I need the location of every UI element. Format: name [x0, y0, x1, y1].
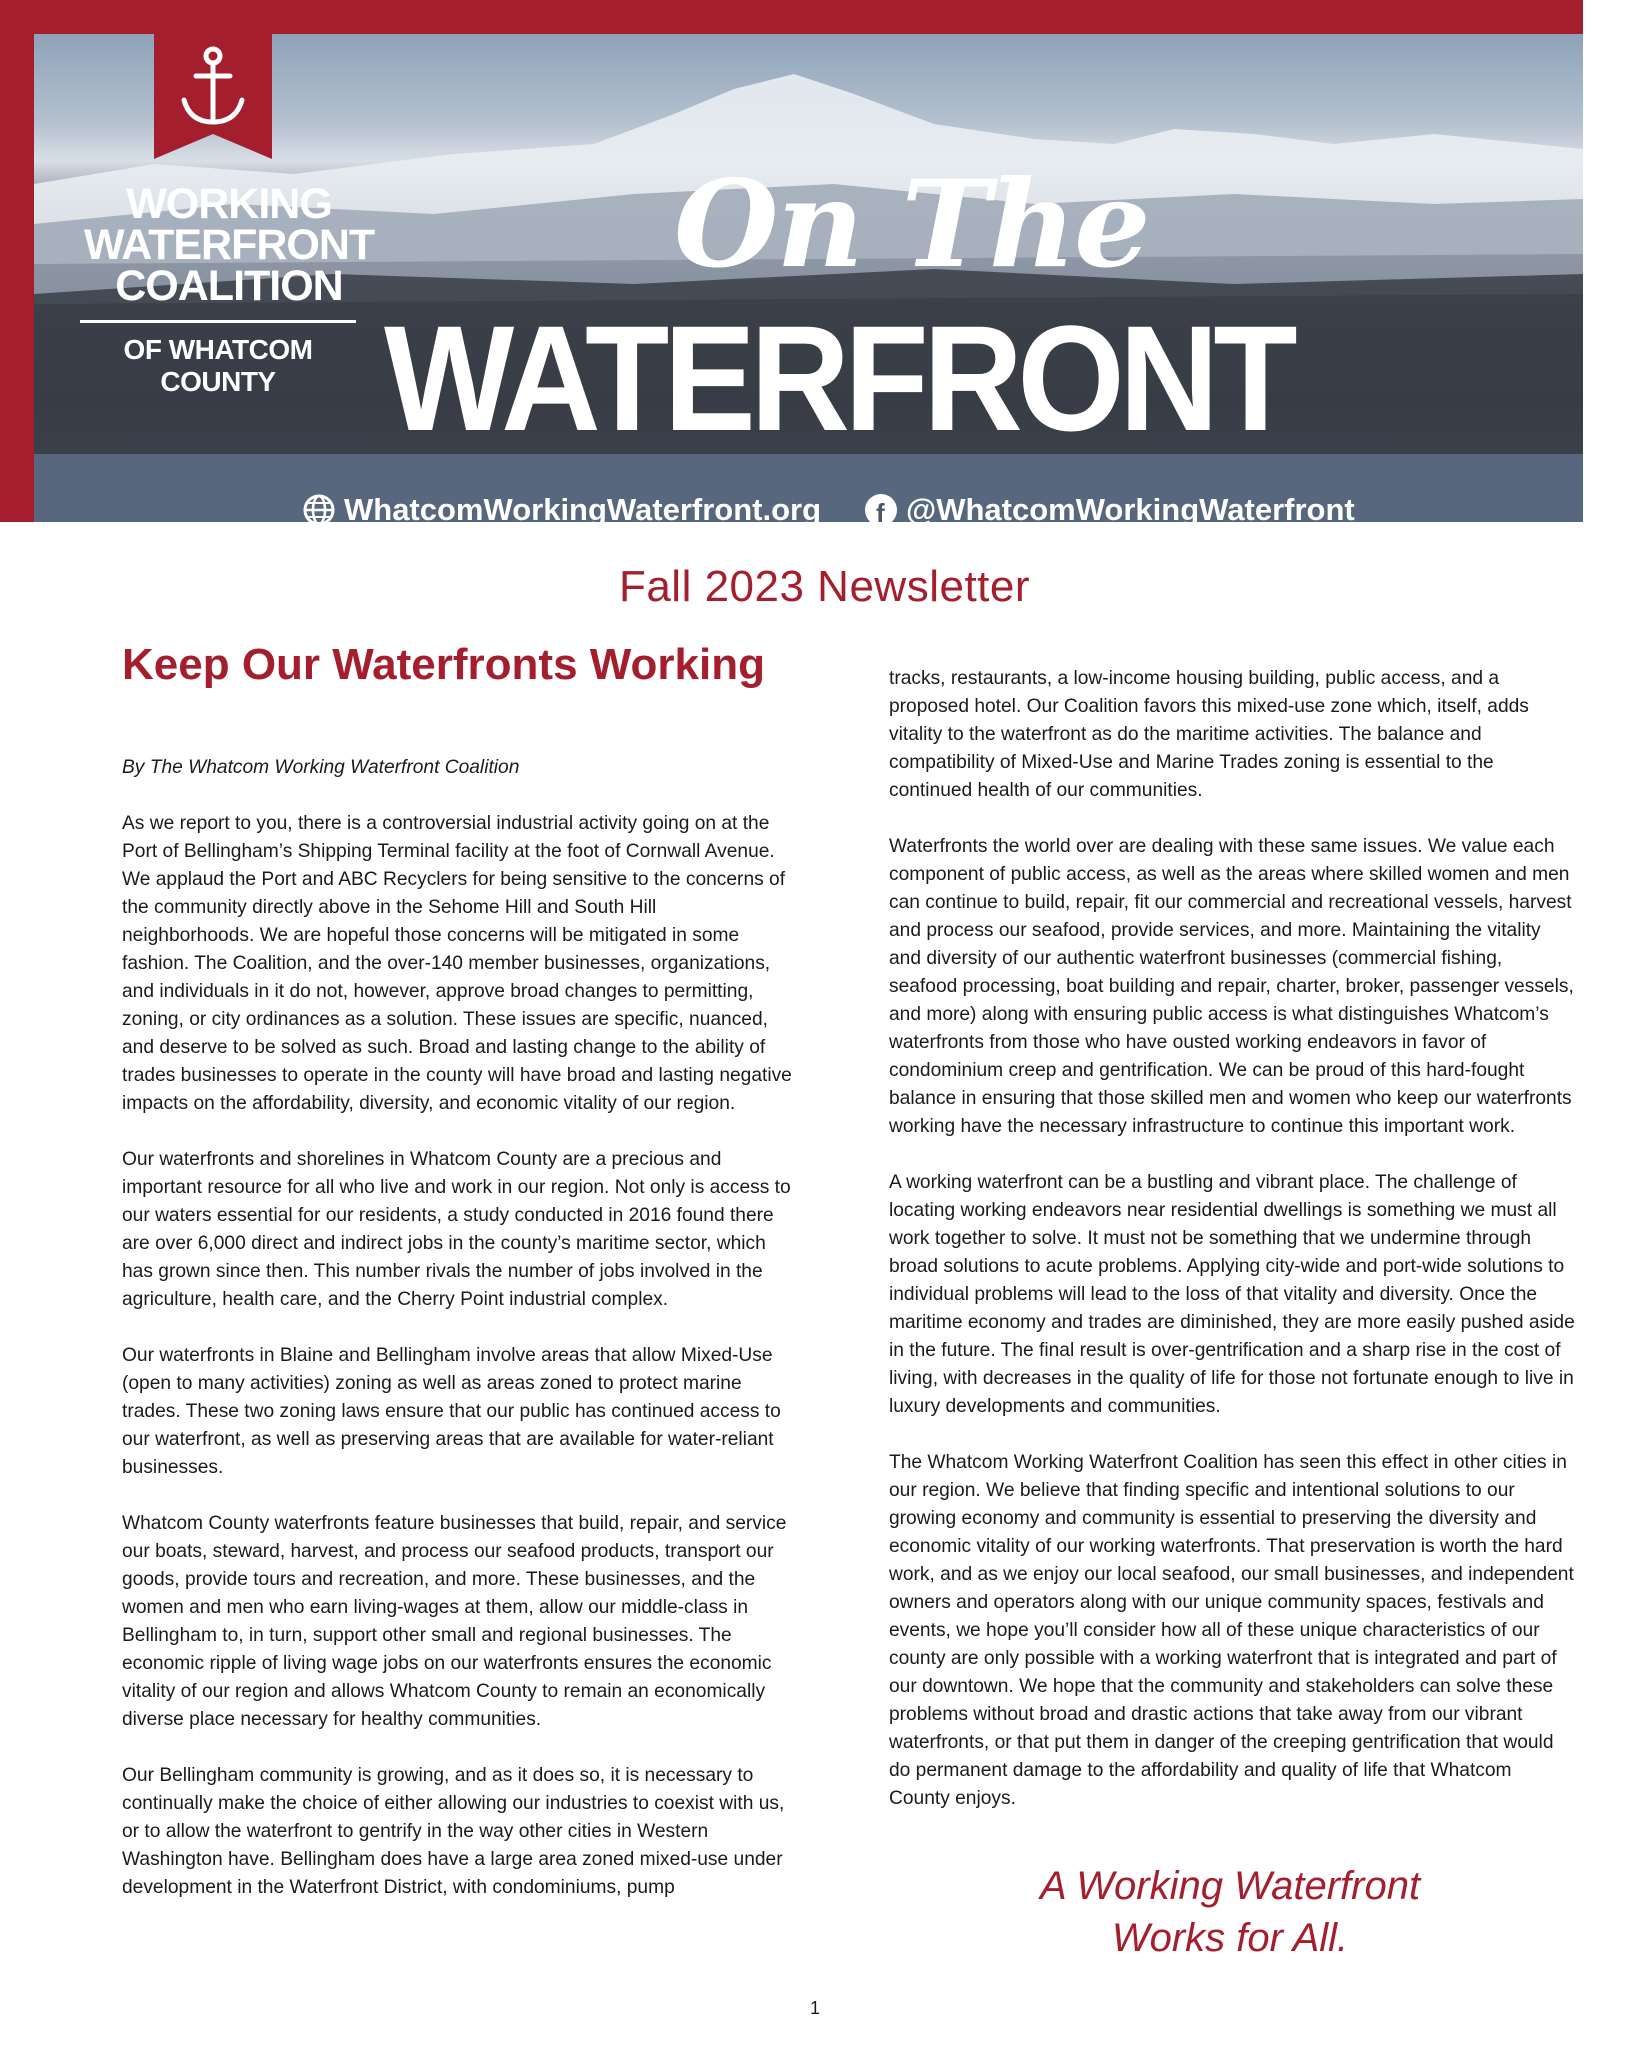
paragraph-4: Whatcom County waterfronts feature businesses that build, repair, and service our boats, steward, harvest, and process our seafood products, transport our goods, provide tours and recreation, and more. These businesses, and the women and men who earn living-wages at them, allow our middle-class in Bellingham to, in turn, support other small and regional businesses. The economic ripple of living wage jobs on our waterfronts ensures the economic vitality of our region and allows Whatcom County to remain an economically diverse place necessary for healthy communities.: [122, 1513, 787, 1730]
paragraph-7: Waterfronts the world over are dealing with these same issues. We value each component of public access, as well as the areas where skilled women and men can continue to build, repair, fit our commercial and recreational vessels, harvest and process our seafood, provide services, and more. Maintaining the vitality and diversity of our authentic waterfront businesses (commercial fishing, seafood processing, boat building and repair, charter, broker, passenger vessels, and more) along with ensuring public access is what distinguishes Whatcom’s waterfronts from those who have ousted working endeavors in favor of condominium creep and gentrification. We can be proud of this hard-fought balance in ensuring that those skilled men and women who keep our waterfronts working have the necessary infrastructure to continue this important work.: [889, 836, 1574, 1137]
facebook-text: @WhatcomWorkingWaterfront: [906, 492, 1355, 527]
org-line-3: COALITION: [115, 261, 343, 310]
svg-text:f: f: [876, 498, 885, 528]
article-byline: By The Whatcom Working Waterfront Coalition: [122, 757, 520, 778]
logo-flag: [154, 34, 272, 159]
facebook-link[interactable]: [864, 492, 1355, 528]
globe-icon: [302, 493, 336, 527]
logo-divider: [80, 320, 356, 323]
org-subtitle: OF WHATCOM COUNTY: [123, 334, 313, 397]
page-number: 1: [810, 1998, 821, 2018]
paragraph-2: Our waterfronts and shorelines in Whatcom County are a precious and important resource for all who live and work in our region. Not only is access to our waters essential for our residents, a study conducted in 2016 found there are over 6,000 direct and indirect jobs in the county’s maritime sector, which has grown since then. This number rivals the number of jobs involved in the agriculture, health care, and the Cherry Point industrial complex.: [122, 1149, 791, 1310]
facebook-icon: [864, 493, 898, 527]
title-script: On The: [674, 154, 1149, 295]
org-line-1: WORKING: [126, 180, 332, 228]
article-column-left: [122, 754, 792, 1902]
website-text: WhatcomWorkingWaterfront.org: [344, 492, 822, 527]
left-accent-bar: [0, 34, 34, 522]
article-headline: Keep Our Waterfronts Working: [122, 640, 765, 689]
paragraph-1: As we report to you, there is a controversial industrial activity going on at the Port of Bellingham’s Shipping Terminal facility at the foot of Cornwall Avenue. We applaud the Port and ABC Recyclers for being sensitive to the concerns of the community directly above in the Sehome Hill and South Hill neighborhoods. We are hopeful those concerns will be mitigated in some fashion. The Coalition, and the over-140 member businesses, organizations, and individuals in it do not, however, approve broad changes to permitting, zoning, or city ordinances as a solution. These issues are specific, nuanced, and deserve to be solved as such. Broad and lasting change to the ability of trades businesses to operate in the county will have broad and lasting negative impacts on the affordability, diversity, and economic vitality of our region.: [122, 813, 792, 1114]
paragraph-8: A working waterfront can be a bustling and vibrant place. The challenge of locating working endeavors near residential dwellings is something we must all work together to solve. It must not be something that we undermine through broad solutions to acute problems. Applying city-wide and port-wide solutions to individual problems will lead to the loss of that vitality and diversity. Once the maritime economy and trades are diminished, they are more easily pushed aside in the future. The final result is over-gentrification and a sharp rise in the cost of living, with decreases in the quality of life for those not fortunate enough to live in luxury developments and communities.: [889, 1172, 1575, 1417]
website-link[interactable]: [302, 492, 821, 528]
paragraph-9: The Whatcom Working Waterfront Coalition has seen this effect in other cities in our region. We believe that finding specific and intentional solutions to our growing economy and community is essential to preserving the diversity and economic vitality of our working waterfronts. That preservation is worth the hard work, and as we enjoy our local seafood, our small businesses, and independent owners and operators along with our unique community spaces, festivals and events, we hope you’ll consider how all of these unique characteristics of our county are only possible with a working waterfront that is integrated and part of our downtown. We hope that the community and stakeholders can solve these problems without broad and drastic actions that take away from our vibrant waterfronts, or that put them in danger of the creeping gentrification that would do permanent damage to the affordability and quality of life that Whatcom County enjoys.: [889, 1452, 1574, 1809]
header-banner: [34, 34, 1583, 539]
article-column-right: [889, 665, 1575, 1813]
paragraph-5: Our Bellingham community is growing, and as it does so, it is necessary to continually make the choice of either allowing our industries to coexist with us, or to allow the waterfront to gentrify in the way other cities in Western Washington have. Bellingham does have a large area zoned mixed-use under development in the Waterfront District, with condominiums, pump: [122, 1765, 785, 1898]
org-line-2: WATERFRONT: [84, 220, 375, 269]
paragraph-6: tracks, restaurants, a low-income housing building, public access, and a proposed hotel. Our Coalition favors this mixed-use zone which, itself, adds vitality to the waterfront as do the maritime activities. The balance and compatibility of Mixed-Use and Marine Trades zoning is essential to the continued health of our communities.: [889, 668, 1529, 801]
closing-slogan: [900, 1860, 1560, 1964]
title-main: WATERFRONT: [384, 294, 1293, 462]
closing-line-2: Works for All.: [1111, 1916, 1349, 1960]
closing-line-1: A Working Waterfront: [1039, 1864, 1421, 1908]
top-accent-bar: [0, 0, 1583, 34]
photo-credit: PHOTO BY TORE OFFENE: [1415, 524, 1579, 539]
org-logo-text: [84, 180, 375, 310]
newsletter-title: Fall 2023 Newsletter: [618, 562, 1031, 611]
paragraph-3: Our waterfronts in Blaine and Bellingham involve areas that allow Mixed-Use (open to many activities) zoning as well as areas zoned to protect marine trades. These two zoning laws ensure that our public has continued access to our waterfront, as well as preserving areas that are available for water-reliant businesses.: [122, 1345, 781, 1478]
